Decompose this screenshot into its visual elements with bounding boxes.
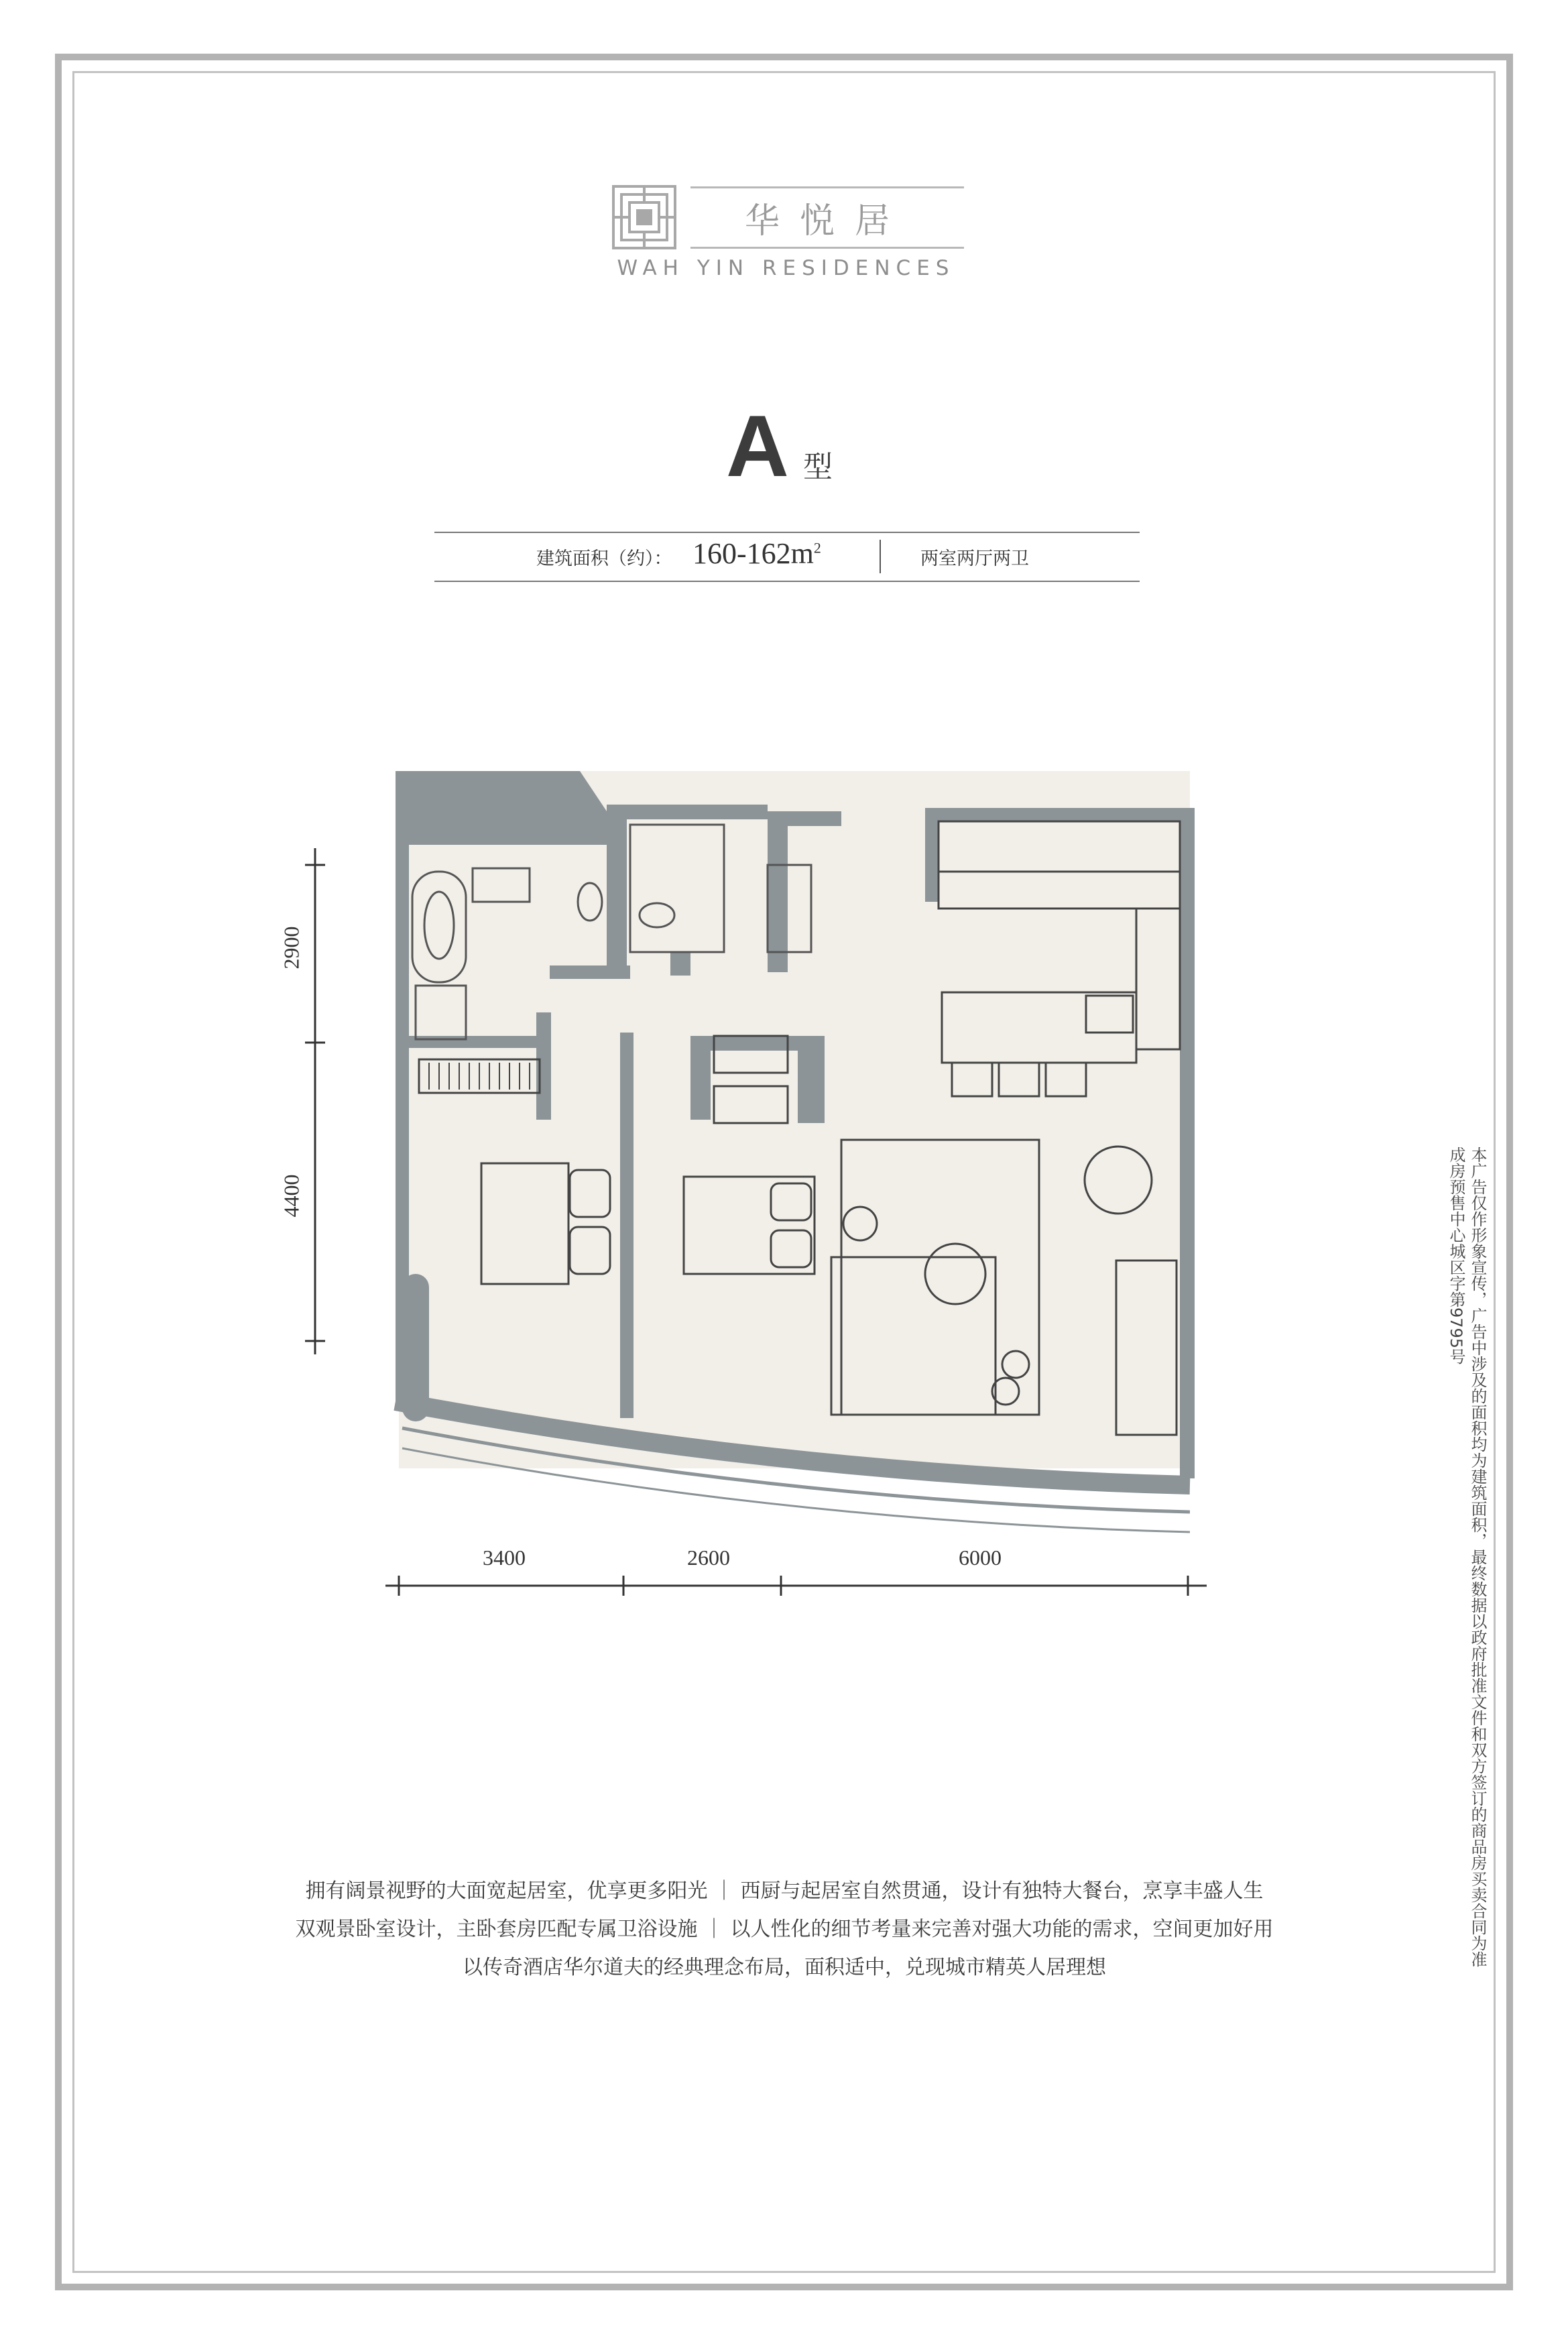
dim-horizontal-6000: 6000 [959,1545,1002,1570]
disclaimer [1441,1147,1488,2273]
dim-vertical-2900: 2900 [279,926,304,970]
unit-type-letter: A [726,397,789,495]
description-line-2: 双观景卧室设计，主卧套房匹配专属卫浴设施 ｜ 以人性化的细节考量来完善对强大功能的需求，空间更加好用 [295,1918,1274,1941]
area-label: 建筑面积（约）： [536,548,672,569]
layout-label: 两室两厅两卫 [920,548,1029,569]
brand-name-en: WAH YIN RESIDENCES [617,256,955,280]
area-value: $160-162m^2$ [692,537,821,570]
dim-horizontal-3400: 3400 [483,1545,526,1570]
brand-name-cn: 华悦居 [744,201,910,241]
description-line-1: 拥有阔景视野的大面宽起居室，优享更多阳光 ｜ 西厨与起居室自然贯通，设计有独特大餐台，烹享丰盛人生 [305,1879,1264,1903]
description-line-3: 以传奇酒店华尔道夫的经典理念布局，面积适中，兑现城市精英人居理想 [463,1956,1106,1979]
unit-type-suffix: 型 [803,450,833,484]
disclaimer-line-2: 成房预售中心城区字第9795号 [1447,1147,1465,1365]
dim-vertical-4400: 4400 [279,1174,304,1218]
dim-horizontal-2600: 2600 [687,1545,730,1570]
disclaimer-line-1: 本广告仅作形象宣传，广告中涉及的面积均为建筑面积，最终数据以政府批准文件和双方签订的商品房买卖合同为准 [1468,1147,1487,1967]
